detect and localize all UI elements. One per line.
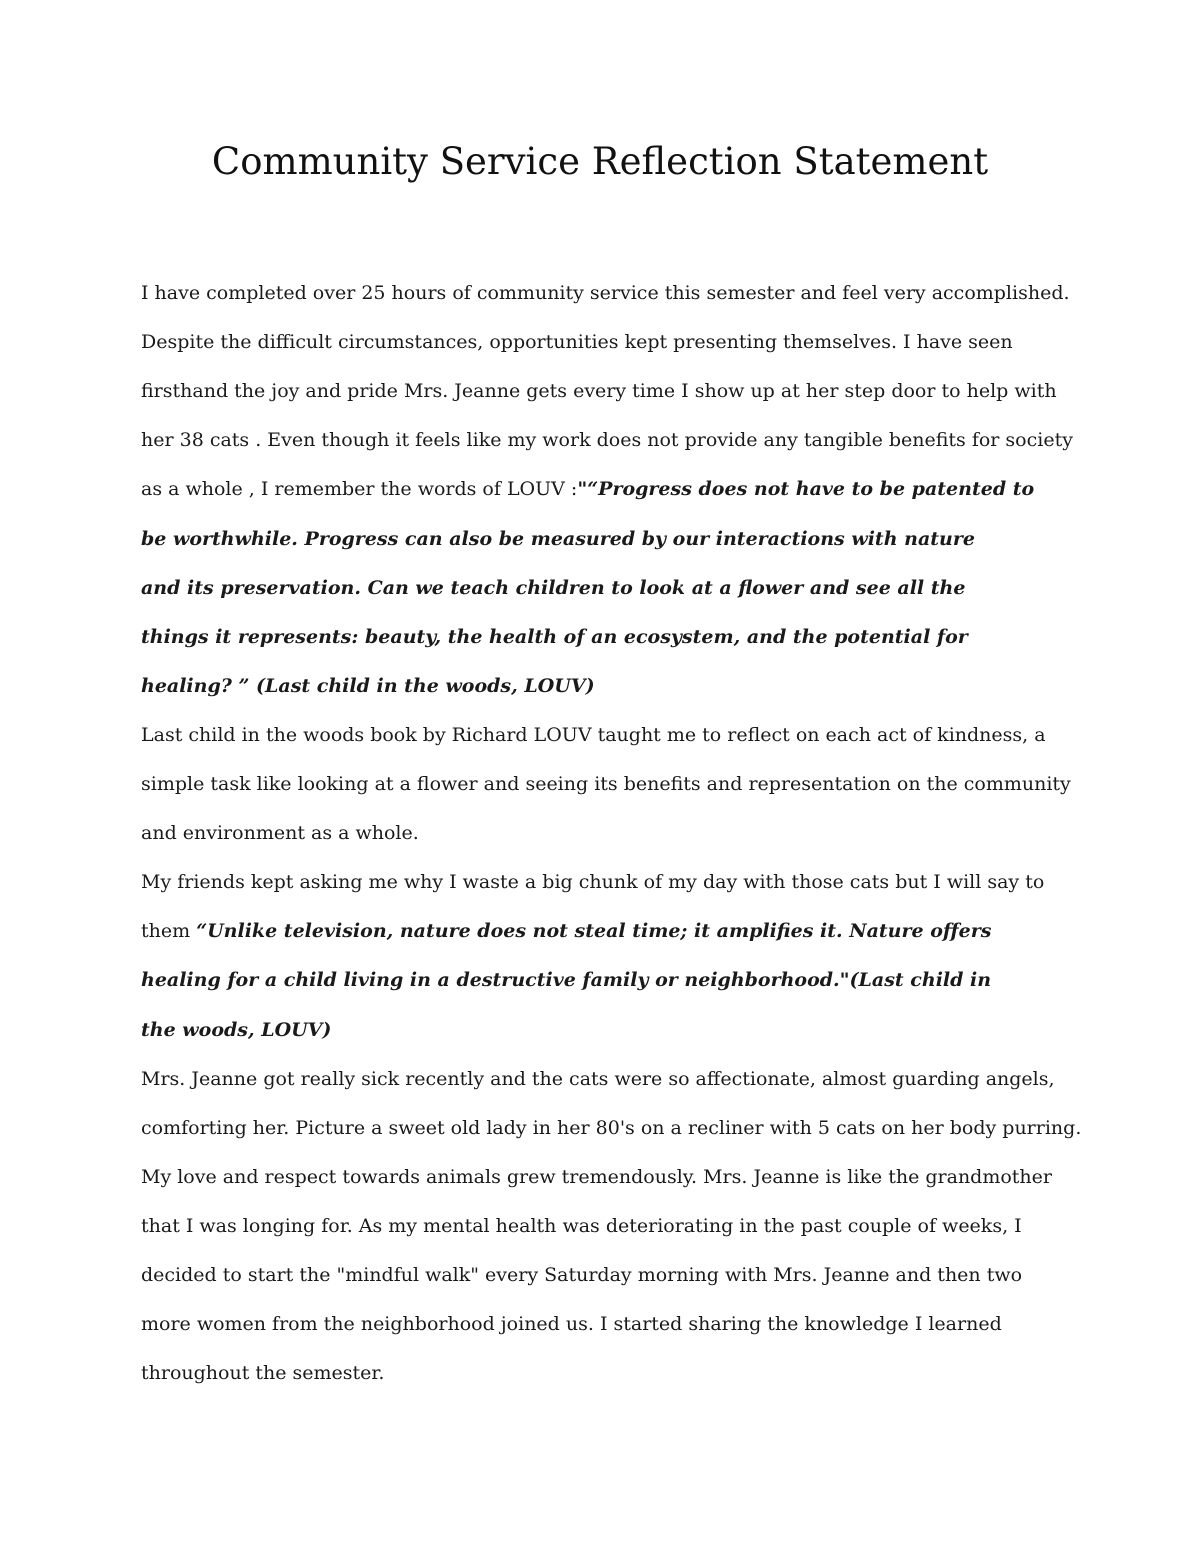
body-line <box>141 818 419 848</box>
quote-text: healing for a child living in a destructive family or neighborhood."(Last child in <box>141 969 992 991</box>
body-text: that I was longing for. As my mental health was deteriorating in the past couple of weeks, I <box>141 1215 1022 1237</box>
quote-text: healing? ” (Last child in the woods, LOUV) <box>141 675 595 697</box>
body-line <box>141 720 1046 750</box>
body-text: more women from the neighborhood joined us. I started sharing the knowledge I learned <box>141 1313 1002 1335</box>
body-line <box>141 1113 1081 1143</box>
body-line <box>141 1064 1055 1094</box>
body-text: her 38 cats . Even though it feels like my work does not provide any tangible benefits for society <box>141 429 1073 451</box>
body-line <box>141 524 975 554</box>
body-line <box>141 1358 384 1388</box>
body-line <box>141 573 965 603</box>
quote-text: “Unlike television, nature does not steal time; it amplifies it. Nature offers <box>196 920 992 942</box>
body-line <box>141 278 1070 308</box>
body-text: decided to start the "mindful walk" every Saturday morning with Mrs. Jeanne and then two <box>141 1264 1023 1286</box>
body-text: them <box>141 920 197 942</box>
body-text: My love and respect towards animals grew tremendously. Mrs. Jeanne is like the grandmother <box>141 1166 1052 1188</box>
body-line <box>141 376 1057 406</box>
body-line <box>141 769 1071 799</box>
body-line <box>141 425 1073 455</box>
body-line <box>141 622 968 652</box>
body-line <box>141 1162 1052 1192</box>
quote-text: "“Progress does not have to be patented to <box>577 478 1035 500</box>
body-line <box>141 867 1044 897</box>
body-text: Despite the difficult circumstances, opportunities kept presenting themselves. I have seen <box>141 331 1013 353</box>
body-text: throughout the semester. <box>141 1362 385 1384</box>
body-line <box>141 474 1034 504</box>
body-line <box>141 1260 1022 1290</box>
body-text: Last child in the woods book by Richard LOUV taught me to reflect on each act of kindness, a <box>141 724 1046 746</box>
body-line <box>141 965 991 995</box>
body-text: comforting her. Picture a sweet old lady in her 80's on a recliner with 5 cats on her body purring. <box>141 1117 1082 1139</box>
document-title: Community Service Reflection Statement <box>211 140 989 183</box>
quote-text: and its preservation. Can we teach children to look at a flower and see all the <box>141 577 966 599</box>
body-text: I have completed over 25 hours of community service this semester and feel very accomplished. <box>141 282 1070 304</box>
body-text: as a whole , I remember the words of LOUV : <box>141 478 578 500</box>
body-text: firsthand the joy and pride Mrs. Jeanne gets every time I show up at her step door to help with <box>141 380 1057 402</box>
quote-text: the woods, LOUV) <box>141 1019 332 1041</box>
body-line <box>141 1309 1002 1339</box>
body-text: and environment as a whole. <box>141 822 419 844</box>
body-text: simple task like looking at a flower and seeing its benefits and representation on the community <box>141 773 1071 795</box>
body-line <box>141 671 595 701</box>
body-text: My friends kept asking me why I waste a big chunk of my day with those cats but I will say to <box>141 871 1045 893</box>
body-line <box>141 327 1013 357</box>
body-text: Mrs. Jeanne got really sick recently and the cats were so affectionate, almost guarding angels, <box>141 1068 1055 1090</box>
quote-text: things it represents: beauty, the health of an ecosystem, and the potential for <box>141 626 968 648</box>
body-line <box>141 1015 331 1045</box>
quote-text: be worthwhile. Progress can also be measured by our interactions with nature <box>141 528 975 550</box>
body-line <box>141 1211 1022 1241</box>
body-line <box>141 916 991 946</box>
